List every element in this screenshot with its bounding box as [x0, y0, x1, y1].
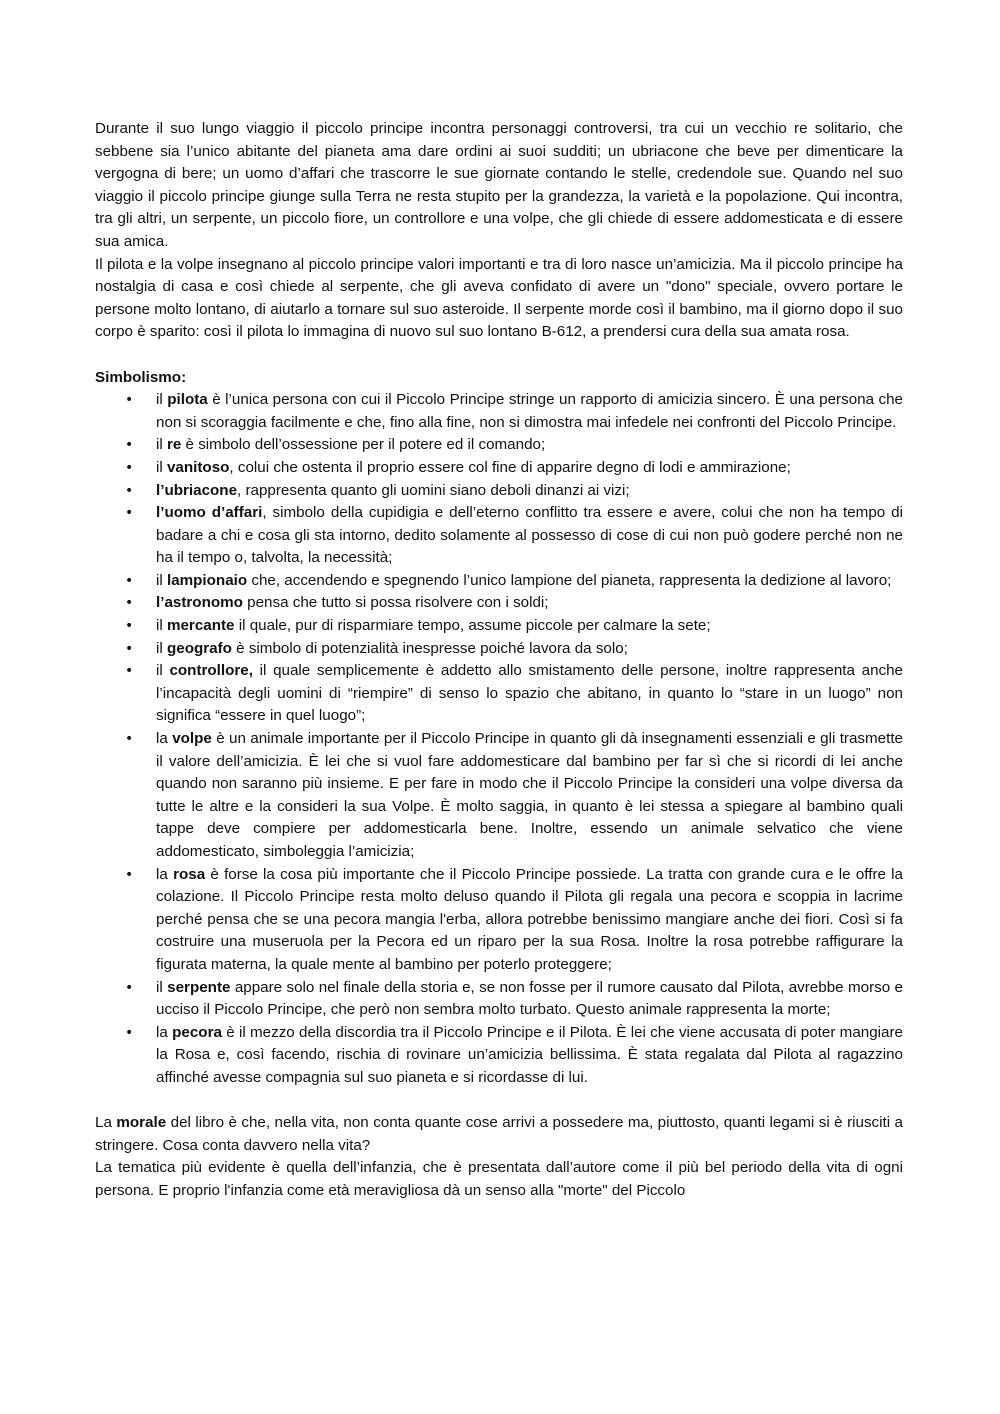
character-name: pecora [172, 1023, 222, 1041]
character-name: lampionaio [166, 571, 248, 589]
character-name: l’astronomo [156, 594, 243, 612]
list-item: • l’astronomo pensa che tutto si possa risolvere con i soldi; [95, 592, 903, 615]
bullet-icon: • [125, 505, 134, 522]
list-item: • il re è simbolo dell’ossessione per il potere ed il comando; [95, 434, 903, 457]
paragraph-spacer [95, 344, 903, 367]
character-name: serpente [167, 978, 231, 996]
bullet-icon: • [125, 1024, 134, 1041]
conclusion-paragraph-1: La morale del libro è che, nella vita, non conta quante cose arrivi a possedere ma, piuttosto, quanti legami si è riusciti a stringere. Cosa conta davvero nella vita? [95, 1114, 904, 1154]
character-name: l’ubriacone [156, 481, 238, 499]
character-name: mercante [166, 617, 235, 635]
character-name: pilota [167, 391, 208, 409]
character-name: vanitoso [166, 458, 230, 476]
list-item: • la volpe è un animale importante per il Piccolo Principe in quanto gli dà insegnamenti essenziali e gli trasmette il valore dell’amicizia. È lei che si vuol fare addomesticare dal bambino per far sì che si ricordi di lei anche quando non saranno più insieme. E per fare in modo che il Piccolo Principe la consideri una volpe diversa da tutte le altre e la consideri la sua Volpe. È molto saggia, in quanto è lei stessa a spiegare al bambino quali tappe deve compiere per addomesticarla bene. Inoltre, essendo un animale selvatico che viene addomesticato, simboleggia l’amicizia; [125, 730, 904, 860]
bullet-icon: • [125, 482, 134, 499]
symbolism-list [95, 389, 903, 1089]
intro-paragraph-2: Il pilota e la volpe insegnano al piccolo principe valori importanti e tra di loro nasce un’amicizia. Ma il piccolo principe ha nostalgia di casa e così chiede al serpente, che gli aveva confidato di avere un "dono" speciale, ovvero portare le persone molto lontano, di aiutarlo a tornare sul suo asteroide. Il serpente morde così il bambino, ma il giorno dopo il suo corpo è sparito: così il pilota lo immagina di nuovo sul suo lontano B-612, a prendersi cura della sua amata rosa. [95, 255, 903, 341]
character-name: re [166, 436, 182, 454]
character-name: controllore, [169, 662, 253, 680]
conclusion-paragraph-2: La tematica più evidente è quella dell’infanzia, che è presentata dall’autore come il più bel periodo della vita di ogni persona. E proprio l'infanzia come età meravigliosa dà un senso alla "morte" del Piccolo [95, 1159, 903, 1199]
list-item: • l’uomo d’affari, simbolo della cupidigia e dell’eterno conflitto tra essere e avere, colui che non ha tempo di badare a chi e cosa gli sta intorno, dedito solamente al possesso di cose di cui non può godere perché non ne ha il tempo o, talvolta, la necessità; [125, 504, 904, 567]
bullet-icon: • [125, 640, 134, 657]
character-name: l’uomo d’affari [156, 504, 263, 522]
bullet-icon: • [125, 437, 134, 454]
list-item: • il geografo è simbolo di potenzialità inespresse poiché lavora da solo; [95, 638, 903, 661]
intro-paragraph-1: Durante il suo lungo viaggio il piccolo principe incontra personaggi controversi, tra cui un vecchio re solitario, che sebbene sia l’unico abitante del pianeta ama dare ordini ai suoi sudditi; un ubriacone che beve per dimenticare la vergogna di bere; un uomo d’affari che trascorre le sue giornate contando le stelle, credendole sue. Quando nel suo viaggio il piccolo principe giunge sulla Terra ne resta stupito per la grandezza, la varietà e la popolazione. Qui incontra, tra gli altri, un serpente, un piccolo fiore, un controllore e una volpe, che gli chiede di essere addomesticata e di essere sua amica. [95, 120, 903, 250]
bullet-icon: • [125, 618, 134, 635]
bullet-icon: • [125, 663, 134, 680]
list-item: • il vanitoso, colui che ostenta il proprio essere col fine di apparire degno di lodi e ammirazione; [95, 457, 903, 480]
symbolism-heading: Simbolismo: [95, 368, 187, 386]
document-body [95, 118, 903, 1203]
bullet-icon: • [125, 595, 134, 612]
paragraph-spacer [95, 1090, 903, 1113]
bullet-icon: • [125, 572, 134, 589]
bullet-icon: • [125, 731, 134, 748]
bullet-icon: • [125, 979, 134, 996]
list-item: • la rosa è forse la cosa più importante che il Piccolo Principe possiede. La tratta con grande cura e le offre la colazione. Il Piccolo Principe resta molto deluso quando il Pilota gli regala una pecora e scoppia in lacrime perché pensa che se una pecora mangia l'erba, allora potrebbe benissimo mangiare anche dei fiori. Così si fa costruire una museruola per la Pecora ed un riparo per la sua Rosa. Inoltre la rosa potrebbe raffigurare la figurata materna, la quale mente al bambino per poterlo proteggere; [125, 865, 903, 973]
character-name: rosa [173, 865, 206, 883]
list-item: • il controllore, il quale semplicemente è addetto allo smistamento delle persone, inoltre rappresenta anche l’incapacità degli uomini di “riempire” di senso lo spazio che abitano, in quanto lo “stare in un luogo” non significa “essere in quel luogo”; [125, 662, 904, 725]
character-name: volpe [172, 730, 212, 748]
list-item: • la pecora è il mezzo della discordia tra il Piccolo Principe e il Pilota. È lei che viene accusata di poter mangiare la Rosa e, così facendo, rischia di rovinare un’amicizia bellissima. È stata regalata dal Pilota al ragazzino affinché avesse compagnia sul suo pianeta e si ricordasse di lui. [125, 1023, 903, 1086]
list-item: • il lampionaio che, accendendo e spegnendo l’unico lampione del pianeta, rappresenta la dedizione al lavoro; [95, 570, 903, 593]
bullet-icon: • [125, 866, 134, 883]
morale-keyword: morale [116, 1114, 167, 1132]
list-item: • l’ubriacone, rappresenta quanto gli uomini siano deboli dinanzi ai vizi; [95, 480, 903, 503]
character-name: geografo [166, 639, 232, 657]
list-item: • il serpente appare solo nel finale della storia e, se non fosse per il rumore causato dal Pilota, avrebbe morso e ucciso il Piccolo Principe, che però non sembra molto turbato. Questo animale rappresenta la morte; [125, 978, 903, 1019]
bullet-icon: • [125, 392, 134, 409]
bullet-icon: • [125, 459, 134, 476]
list-item: • il pilota è l’unica persona con cui il Piccolo Principe stringe un rapporto di amicizia sincero. È una persona che non si scoraggia facilmente e che, fino alla fine, non si dimostra mai infedele nei confronti del Piccolo Principe. [125, 391, 903, 431]
list-item: • il mercante il quale, pur di risparmiare tempo, assume piccole per calmare la sete; [95, 615, 903, 638]
